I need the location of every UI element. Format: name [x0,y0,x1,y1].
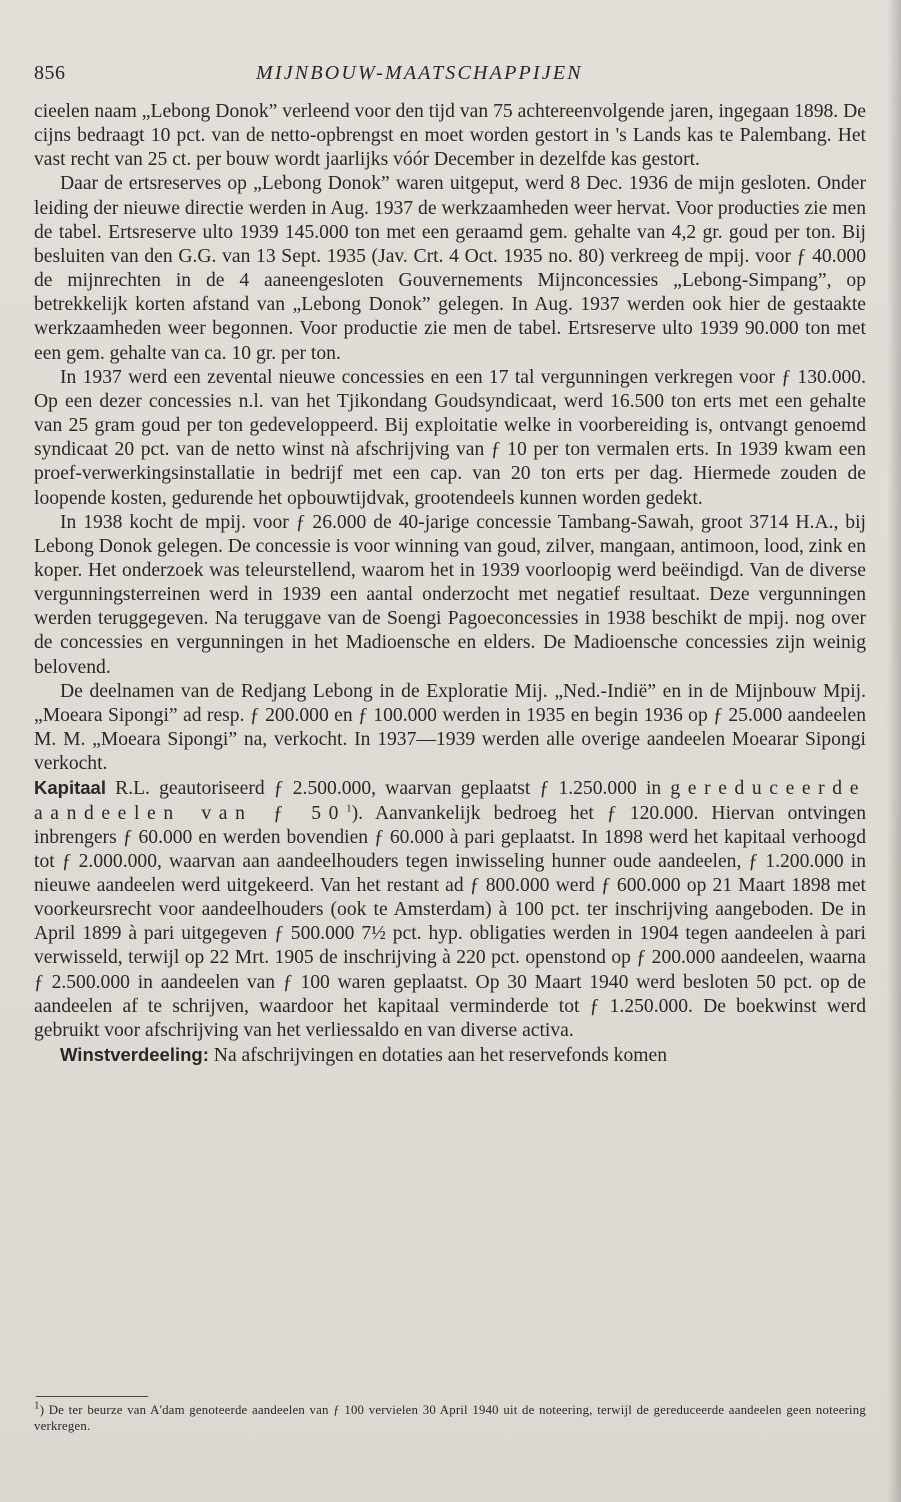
paragraph-participations: De deelnamen van de Redjang Lebong in de Exploratie Mij. „Ned.-Indië” en in de Mijnbouw Mpij. „Moeara Sipongi” ad resp. ƒ 200.000 en ƒ 100.000 werden in 1935 en begin 1936 op ƒ 25.000 aandeelen M. M. „Moeara Sipongi” na, verkocht. In 1937—1939 werden alle overige aandeelen Moearar Sipongi verkocht. [34,680,866,775]
page-header [34,62,864,90]
page-number: 856 [34,62,66,84]
paragraph-ore-reserves: Daar de ertsreserves op „Lebong Donok” waren uitgeput, werd 8 Dec. 1936 de mijn gesloten. Onder leiding der nieuwe directie werden in Aug. 1937 de werkzaamheden weer hervat. Voor producties zie men de tabel. Ertsreserve ulto 1939 145.000 ton met een geraamd gem. gehalte van 4,2 gr. goud per ton. Bij besluiten van den G.G. van 13 Sept. 1935 (Jav. Crt. 4 Oct. 1935 no. 80) verkreeg de mpij. voor ƒ 40.000 de mijnrechten in de 4 aaneengesloten Gouvernements Mijnconcessies „Lebong-Simpang”, op betrekkelijk korten afstand van „Lebong Donok” gelegen. In Aug. 1937 werden ook hier de gestaakte werkzaamheden weer begonnen. Voor productie zie men de tabel. Ertsreserve ulto 1939 90.000 ton met een gem. gehalte van ca. 10 gr. per ton. [34,173,866,364]
page-edge-shadow [887,0,901,1502]
kapitaal-text-a: R.L. geautoriseerd ƒ 2.500.000, waarvan geplaatst ƒ 1.250.000 in [105,778,671,800]
footnote-rule [36,1396,148,1397]
kapitaal-spaced-text: gereduceerde aandeelen van ƒ 50 [34,778,866,824]
kapitaal-text-b: ). Aanvankelijk bedroeg het ƒ 120.000. Hiervan ontvingen inbrengers ƒ 60.000 en werden bovendien ƒ 60.000 à pari geplaatst. In 1898 werd het kapitaal verhoogd tot ƒ 2.000.000, waarvan aan aandeelhouders tegen inwisseling hunner oude aandeelen, ƒ 1.200.000 in nieuwe aandeelen werd uitgekeerd. Van het restant ad ƒ 800.000 werd ƒ 600.000 op 21 Maart 1898 met voorkeursrecht voor aandeelhouders (ook te Amsterdam) à 100 pct. ter inschrijving aangeboden. De in April 1899 à pari uitgegeven ƒ 500.000 7½ pct. hyp. obligaties werden in 1904 tegen aandeelen à pari verwisseld, terwijl op 22 Mrt. 1905 de inschrijving à 220 pct. openstond op ƒ 200.000 aandeelen, waarna ƒ 2.500.000 in aandeelen van ƒ 100 waren geplaatst. Op 30 Maart 1940 werd besloten 50 pct. op de aandeelen af te schrijven, waardoor het kapitaal verminderde tot ƒ 1.250.000. De boekwinst werd gebruikt voor afschrijving van het verliessaldo en van diverse activa. [34,802,866,1041]
paragraph-kapitaal [34,776,866,1043]
winstverdeeling-heading: Winstverdeeling: [60,1044,209,1066]
paragraph-concession: cieelen naam „Lebong Donok” verleend voor den tijd van 75 achtereenvolgende jaren, ingegaan 1898. De cijns bedraagt 10 pct. van de netto-opbrengst en moet worden gestort in 's Lands kas te Palembang. Het vast recht van 25 ct. per bouw wordt jaarlijks vóór December in dezelfde kas gestort. [34,101,866,171]
paragraph-winstverdeeling [34,1043,866,1068]
footnote-reference: 1 [346,802,352,814]
winstverdeeling-text: Na afschrijvingen en dotaties aan het reservefonds komen [208,1045,667,1067]
running-title: MIJNBOUW-MAATSCHAPPIJEN [256,62,583,84]
footnote-text: ) De ter beurze van A'dam genoteerde aandeelen van ƒ 100 vervielen 30 April 1940 uit de noteering, terwijl de gereduceerde aandeelen geen noteering verkregen. [34,1403,866,1433]
paragraph-new-concessions: In 1937 werd een zevental nieuwe concessies en een 17 tal vergunningen verkregen voor ƒ 130.000. Op een dezer concessies n.l. van het Tjikondang Goudsyndicaat, werd 16.500 ton erts met een gehalte van 25 gram goud per ton gedeveloppeerd. Bij exploitatie welke in voorbereiding is, ontvangt genoemd syndicaat 20 pct. van de netto winst nà afschrijving van ƒ 10 per ton vermalen erts. In 1939 kwam een proef-verwerkingsinstallatie in bedrijf met een cap. van 20 ton erts per dag. Hiermede zouden de loopende kosten, gedurende het opbouwtijdvak, grootendeels kunnen worden gedekt. [34,366,866,509]
body-text [34,100,866,1068]
footnote [34,1399,866,1434]
kapitaal-heading: Kapitaal [34,777,106,799]
paragraph-tambang-sawah: In 1938 kocht de mpij. voor ƒ 26.000 de 40-jarige concessie Tambang-Sawah, groot 3714 H.A., bij Lebong Donok gelegen. De concessie is voor winning van goud, zilver, mangaan, antimoon, lood, zink en koper. Het onderzoek was teleurstellend, waarom het in 1939 voorloopig werd beëindigd. Van de diverse vergunningsterreinen werd in 1939 een aantal onderzocht met negatief resultaat. Deze vergunningen werden teruggegeven. Na teruggave van de Soengi Pagoeconcessies in 1938 beschikt de mpij. nog over de concessies en vergunningen in het Madioensche en elders. De Madioensche concessies zijn weinig belovend. [34,511,866,678]
footnote-marker: 1 [34,1399,40,1412]
